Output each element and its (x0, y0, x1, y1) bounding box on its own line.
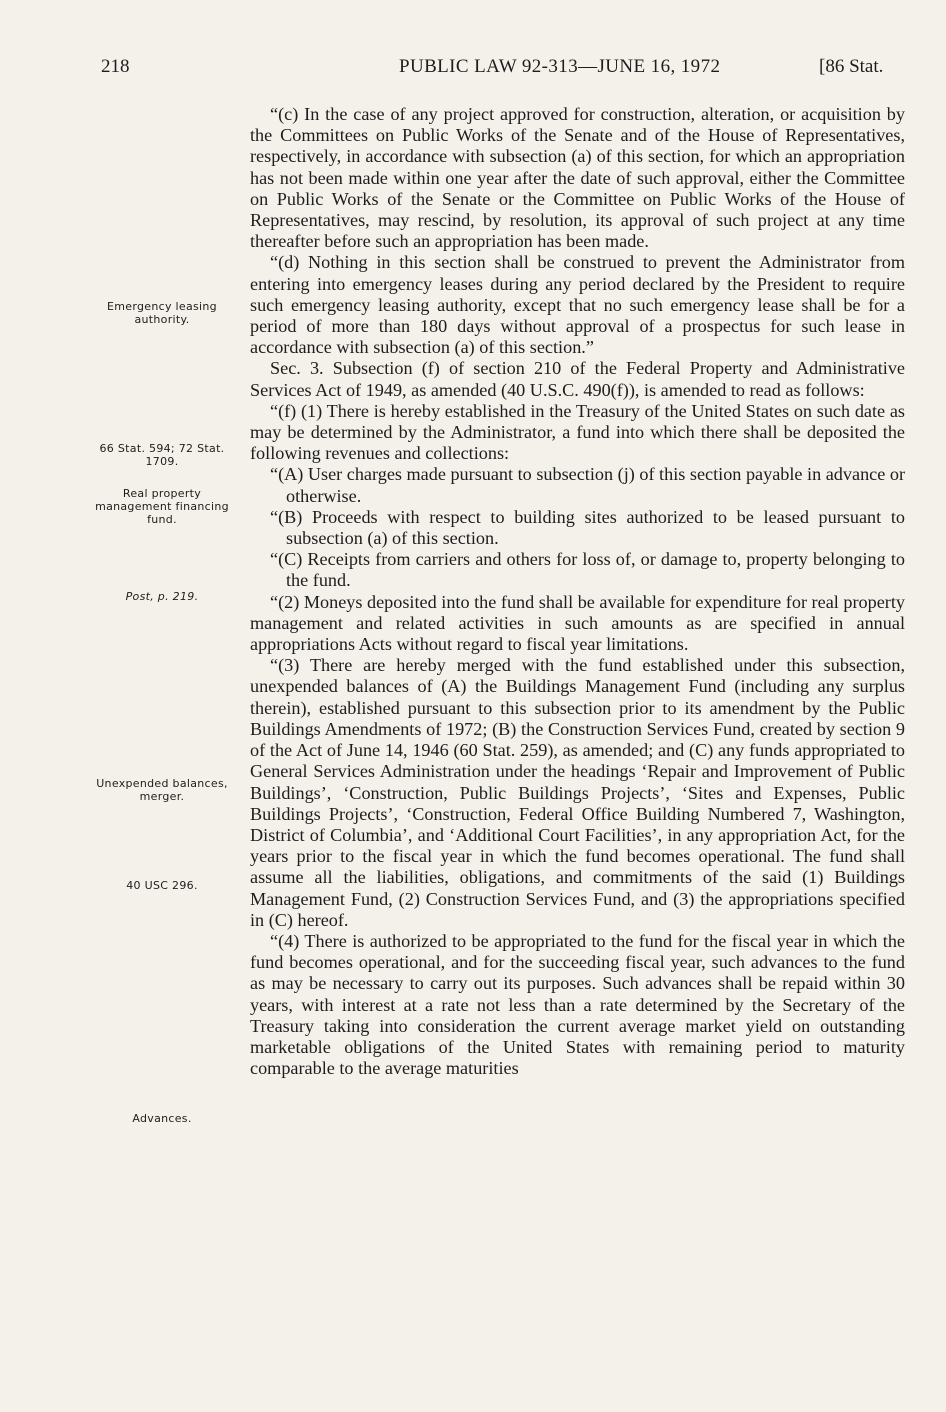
clause-c: “(C) Receipts from carriers and others for loss of, or damage to, property belonging to the fund. (270, 549, 905, 591)
page-header (0, 56, 946, 86)
paragraph-2: “(2) Moneys deposited into the fund shall be available for expenditure for real property management and related activities in such amounts as are specified in annual appropriations Acts without regard to fiscal year limitations. (250, 591, 905, 655)
margin-note-post: Post, p. 219. (125, 590, 199, 603)
page-number: 218 (101, 56, 130, 77)
margin-note-usc: 40 USC 296. (126, 879, 198, 892)
margin-note-unexpended: Unexpended balances, merger. (96, 777, 228, 803)
clause-b: “(B) Proceeds with respect to building sites authorized to be leased pursuant to subsection (a) of this section. (270, 506, 905, 549)
margin-note-stat-cite: 66 Stat. 594; 72 Stat. 1709. (99, 442, 225, 468)
volume-reference: [86 Stat. (819, 56, 884, 77)
paragraph-4: “(4) There is authorized to be appropriated to the fund for the fiscal year in which the fund becomes operational, and for the succeeding fiscal year, such advances to the fund as may be necessary to carry out its purposes. Such advances shall be repaid within 30 years, with interest at a rate not less than a rate determined by the Secretary of the Treasury taking into consideration the current average market yield on outstanding marketable obligations of the United States with remaining period to maturity comparable to the average maturities (250, 930, 905, 1079)
paragraph-f1: “(f) (1) There is hereby established in the Treasury of the United States on such date as may be determined by the Administrator, a fund into which there shall be deposited the following revenues and collections: (250, 400, 905, 464)
margin-note-emergency: Emergency leasing authority. (107, 300, 217, 326)
running-title: PUBLIC LAW 92-313—JUNE 16, 1972 (399, 56, 721, 77)
paragraph-c: “(c) In the case of any project approved for construction, alteration, or acquisition by the Committees on Public Works of the Senate and of the House of Representatives, respectively, in accordance with subsection (a) of this section, for which an appropriation has not been made within one year after the date of such approval, either the Committee on Public Works of the Senate or the Committee on Public Works of the House of Representatives, may rescind, by resolution, its approval of such project at any time thereafter before such an appropriation has been made. (250, 104, 905, 252)
paragraph-3: “(3) There are hereby merged with the fund established under this subsection, unexpended balances of (A) the Buildings Management Fund (including any surplus therein), established pursuant to this subsection prior to its amendment by the Public Buildings Amendments of 1972; (B) the Construction Services Fund, created by section 9 of the Act of June 14, 1946 (60 Stat. 259), as amended; and (C) any funds appropriated to General Services Administration under the headings ‘Repair and Improvement of Public Buildings’, ‘Construction, Public Buildings Projects’, ‘Sites and Expenses, Public Buildings Projects’, ‘Construction, Federal Office Building Numbered 7, Washington, District of Columbia’, and ‘Additional Court Facilities’, in any appropriation Act, for the years prior to the fiscal year in which the fund becomes operational. The fund shall assume all the liabilities, obligations, and commitments of the said (1) Buildings Management Fund, (2) Construction Services Fund, and (3) the appropriations specified in (C) hereof. (250, 655, 905, 930)
margin-note-real-property: Real property management financing fund. (95, 487, 229, 526)
margin-note-advances: Advances. (132, 1112, 192, 1125)
paragraph-d: “(d) Nothing in this section shall be construed to prevent the Administrator from entering into emergency leases during any period declared by the President to require such emergency leasing authority, except that no such emergency lease shall be for a period of more than 180 days without approval of a prospectus for such lease in accordance with subsection (a) of this section.” (250, 252, 905, 358)
paragraph-sec3: Sec. 3. Subsection (f) of section 210 of the Federal Property and Administrative Services Act of 1949, as amended (40 U.S.C. 490(f)), is amended to read as follows: (250, 358, 905, 400)
statute-body (250, 104, 905, 1079)
clause-a: “(A) User charges made pursuant to subsection (j) of this section payable in advance or otherwise. (270, 464, 906, 506)
